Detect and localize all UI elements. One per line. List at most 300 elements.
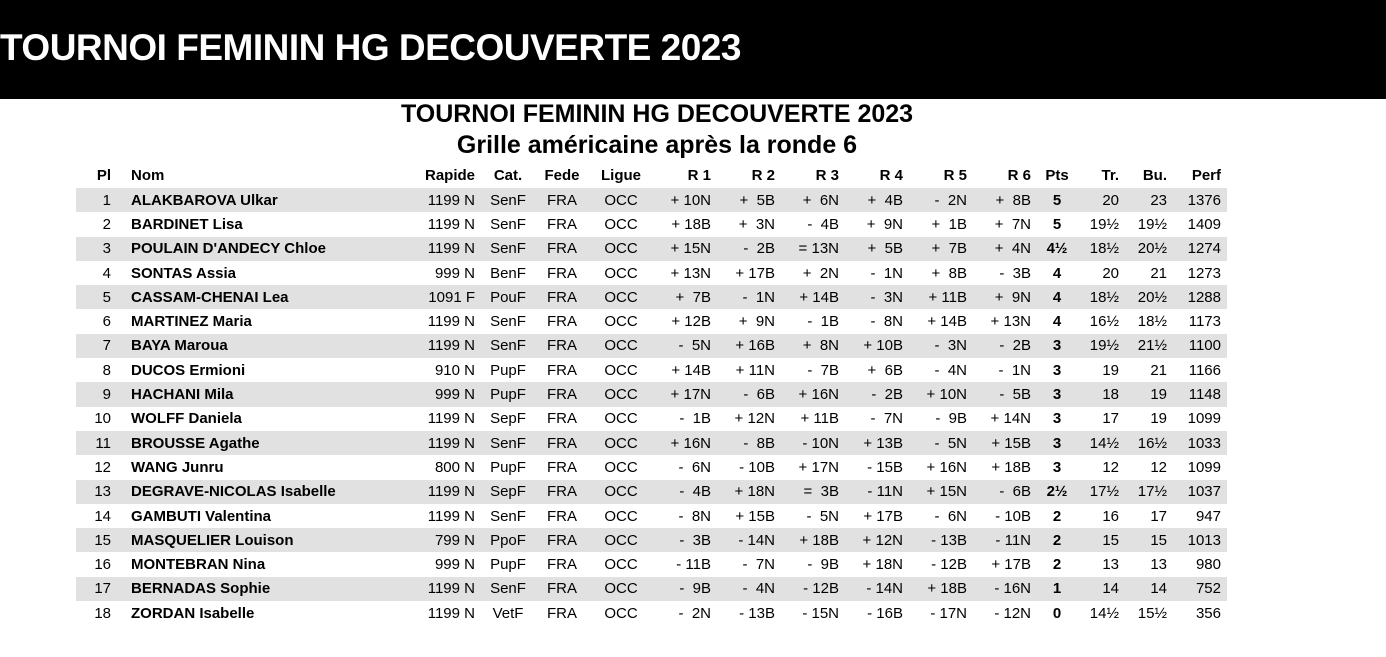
cell-cat: SenF [490, 507, 526, 525]
cell-r3: + 11B [800, 410, 839, 428]
cell-pl: 13 [76, 480, 117, 504]
cell-tr: 14 [1077, 577, 1125, 601]
cell-fede: FRA [547, 458, 577, 476]
cell-bu: 23 [1125, 188, 1173, 212]
cell-ligue: OCC [604, 361, 638, 379]
cell-nom: BAYA Maroua [117, 334, 403, 358]
cell-fede: FRA [535, 237, 589, 261]
cell-nom: POULAIN D'ANDECY Chloe [117, 237, 403, 261]
cell-pts: 4 [1052, 264, 1062, 282]
cell-r1: + 18B [671, 215, 711, 233]
cell-fede: FRA [535, 334, 589, 358]
cell-r6: + 4N [973, 237, 1037, 261]
cell-cat: PupF [481, 382, 535, 406]
cell-fede: FRA [535, 285, 589, 309]
cell-nom: SONTAS Assia [131, 264, 237, 282]
cell-r1: - 1B [679, 410, 711, 428]
col-header-r2: R 2 [751, 166, 775, 184]
cell-bu: 21 [1150, 264, 1167, 282]
cell-pl: 14 [94, 507, 111, 525]
cell-tr: 18 [1077, 382, 1125, 406]
cell-ligue: OCC [604, 264, 638, 282]
col-header-r1: R 1 [687, 166, 711, 184]
cell-r1: + 16N [653, 431, 717, 455]
table-row [76, 455, 1227, 479]
cell-pts: 2½ [1037, 480, 1077, 504]
cell-fede: FRA [547, 604, 577, 622]
standings-table [76, 162, 1227, 625]
table-row [76, 358, 1227, 382]
cell-r6: + 7N [994, 215, 1031, 233]
cell-fede: FRA [547, 361, 577, 379]
cell-pl: 7 [76, 334, 117, 358]
cell-tr: 12 [1102, 458, 1119, 476]
cell-r4: + 4B [845, 188, 909, 212]
cell-r1: + 7B [653, 285, 717, 309]
cell-perf: 1273 [1187, 264, 1221, 282]
cell-fede: FRA [547, 410, 577, 428]
col-header-tr: Tr. [1101, 166, 1119, 184]
cell-ligue: OCC [604, 556, 638, 574]
cell-r1: - 9B [653, 577, 717, 601]
cell-pts: 4 [1037, 285, 1077, 309]
cell-nom: DEGRAVE-NICOLAS Isabelle [117, 480, 403, 504]
cell-perf: 1173 [1188, 313, 1221, 331]
cell-perf: 1033 [1173, 431, 1227, 455]
cell-cat: BenF [490, 264, 526, 282]
cell-pl: 9 [76, 382, 117, 406]
cell-tr: 19½ [1089, 215, 1119, 233]
cell-r6: - 2B [973, 334, 1037, 358]
cell-r5: + 1B [931, 215, 967, 233]
cell-pts: 3 [1052, 458, 1062, 476]
cell-nom: HACHANI Mila [117, 382, 403, 406]
cell-cat: SenF [481, 577, 535, 601]
cell-rapide: 910 N [434, 361, 475, 379]
cell-r6: + 18B [991, 458, 1031, 476]
cell-r4: - 1N [870, 264, 903, 282]
cell-r3: + 14B [781, 285, 845, 309]
cell-pts: 3 [1052, 410, 1062, 428]
cell-r1: - 8N [678, 507, 711, 525]
cell-r1: + 13N [670, 264, 711, 282]
cell-perf: 1013 [1173, 528, 1227, 552]
col-header-r5: R 5 [943, 166, 967, 184]
cell-pts: 4½ [1037, 237, 1077, 261]
table-row [76, 407, 1227, 431]
cell-rapide: 999 N [434, 556, 475, 574]
cell-r2: - 4N [717, 577, 781, 601]
cell-r6: - 3B [999, 264, 1031, 282]
col-header-nom: Nom [131, 166, 165, 184]
cell-tr: 17 [1102, 410, 1119, 428]
col-header-rapide: Rapide [424, 166, 475, 184]
cell-pts: 4 [1052, 313, 1062, 331]
cell-r2: + 15B [735, 507, 775, 525]
cell-pl: 10 [94, 410, 111, 428]
cell-perf: 1148 [1173, 382, 1227, 406]
cell-perf: 980 [1195, 556, 1221, 574]
cell-r1: - 2N [678, 604, 711, 622]
table-row [76, 212, 1227, 236]
cell-cat: SenF [490, 313, 526, 331]
cell-pl: 2 [102, 215, 111, 233]
cell-pl: 6 [102, 313, 111, 331]
cell-pl: 15 [76, 528, 117, 552]
cell-fede: FRA [547, 215, 577, 233]
cell-ligue: OCC [589, 188, 653, 212]
cell-fede: FRA [535, 431, 589, 455]
cell-r5: + 8B [931, 264, 967, 282]
cell-perf: 1099 [1187, 458, 1221, 476]
cell-ligue: OCC [589, 237, 653, 261]
table-header-row [76, 162, 1227, 188]
cell-r2: - 10B [739, 458, 775, 476]
cell-rapide: 1199 N [427, 313, 475, 331]
cell-pts: 2 [1052, 507, 1062, 525]
cell-pts: 3 [1052, 361, 1062, 379]
cell-rapide: 999 N [403, 382, 481, 406]
cell-r3: - 7B [807, 361, 839, 379]
cell-r6: + 9N [973, 285, 1037, 309]
cell-r4: - 14N [845, 577, 909, 601]
col-header-r6: R 6 [1007, 166, 1031, 184]
cell-r3: - 5N [806, 507, 839, 525]
table-row [76, 334, 1227, 358]
cell-r6: - 12N [994, 604, 1031, 622]
cell-cat: PupF [490, 458, 526, 476]
cell-cat: SenF [481, 188, 535, 212]
cell-r6: - 6B [973, 480, 1037, 504]
cell-r5: - 6N [934, 507, 967, 525]
cell-r1: - 11B [676, 556, 711, 574]
cell-r1: + 17N [653, 382, 717, 406]
cell-perf: 752 [1173, 577, 1227, 601]
cell-r2: + 17B [735, 264, 775, 282]
cell-pl: 12 [94, 458, 111, 476]
table-row [76, 285, 1227, 309]
cell-rapide: 799 N [403, 528, 481, 552]
cell-r4: + 17B [863, 507, 903, 525]
table-row [76, 480, 1227, 504]
col-header-pts: Pts [1045, 166, 1069, 184]
cell-r5: + 10N [909, 382, 973, 406]
cell-ligue: OCC [604, 458, 638, 476]
table-row [76, 261, 1227, 285]
cell-r4: - 2B [845, 382, 909, 406]
cell-r5: - 12B [931, 556, 967, 574]
cell-r2: - 2B [717, 237, 781, 261]
cell-pts: 3 [1037, 334, 1077, 358]
cell-ligue: OCC [589, 285, 653, 309]
cell-r2: - 1N [717, 285, 781, 309]
cell-r3: + 18B [781, 528, 845, 552]
cell-r6: - 11N [973, 528, 1037, 552]
cell-r2: + 18N [717, 480, 781, 504]
cell-r5: - 3N [909, 334, 973, 358]
cell-r6: + 13N [990, 313, 1031, 331]
cell-fede: FRA [535, 577, 589, 601]
cell-cat: PupF [490, 361, 526, 379]
cell-tr: 20 [1077, 188, 1125, 212]
cell-r4: - 8N [870, 313, 903, 331]
cell-bu: 19 [1150, 410, 1167, 428]
cell-r3: - 12B [781, 577, 845, 601]
table-row [76, 601, 1227, 625]
cell-rapide: 1199 N [403, 237, 481, 261]
cell-bu: 19 [1125, 382, 1173, 406]
cell-r3: + 6N [781, 188, 845, 212]
cell-fede: FRA [535, 528, 589, 552]
table-row [76, 431, 1227, 455]
cell-perf: 1274 [1173, 237, 1227, 261]
cell-tr: 14½ [1089, 604, 1119, 622]
cell-ligue: OCC [604, 313, 638, 331]
cell-nom: MONTEBRAN Nina [131, 556, 266, 574]
cell-r1: - 4B [653, 480, 717, 504]
cell-ligue: OCC [604, 215, 638, 233]
cell-nom: CASSAM-CHENAI Lea [117, 285, 403, 309]
col-header-fede: Fede [544, 166, 580, 184]
cell-r6: - 10B [995, 507, 1031, 525]
cell-tr: 20 [1102, 264, 1119, 282]
table-row [76, 188, 1227, 212]
cell-r5: + 18B [909, 577, 973, 601]
cell-fede: FRA [547, 507, 577, 525]
cell-rapide: 1199 N [403, 188, 481, 212]
cell-ligue: OCC [589, 431, 653, 455]
cell-r2: + 9N [738, 313, 775, 331]
cell-r4: + 5B [845, 237, 909, 261]
cell-bu: 20½ [1125, 285, 1173, 309]
table-body [76, 188, 1227, 625]
cell-tr: 18½ [1077, 237, 1125, 261]
cell-ligue: OCC [604, 604, 638, 622]
cell-r3: - 9B [807, 556, 839, 574]
cell-pl: 5 [76, 285, 117, 309]
col-header-bu: Bu. [1142, 166, 1167, 184]
table-row [76, 382, 1227, 406]
banner-title: TOURNOI FEMININ HG DECOUVERTE 2023 [0, 27, 741, 68]
cell-r4: - 7N [870, 410, 903, 428]
table-row [76, 309, 1227, 333]
cell-pl: 4 [102, 264, 111, 282]
cell-bu: 16½ [1125, 431, 1173, 455]
cell-pts: 5 [1052, 215, 1062, 233]
cell-tr: 16 [1102, 507, 1119, 525]
cell-r4: + 18N [862, 556, 903, 574]
cell-bu: 17½ [1125, 480, 1173, 504]
cell-cat: SepF [490, 410, 526, 428]
cell-bu: 21½ [1125, 334, 1173, 358]
cell-ligue: OCC [604, 410, 638, 428]
cell-r2: - 13B [739, 604, 775, 622]
cell-r2: + 5B [717, 188, 781, 212]
cell-r3: - 15N [802, 604, 839, 622]
cell-perf: 1166 [1188, 361, 1221, 379]
cell-r1: + 10N [653, 188, 717, 212]
cell-r3: = 3B [781, 480, 845, 504]
cell-r4: + 12N [845, 528, 909, 552]
cell-r5: - 9B [935, 410, 967, 428]
cell-r3: + 2N [802, 264, 839, 282]
cell-pts: 3 [1037, 382, 1077, 406]
cell-perf: 1100 [1173, 334, 1227, 358]
col-header-pl: Pl [96, 166, 111, 184]
table-row [76, 528, 1227, 552]
col-header-perf: Perf [1191, 166, 1221, 184]
col-header-ligue: Ligue [601, 166, 641, 184]
cell-rapide: 1199 N [427, 507, 475, 525]
cell-bu: 19½ [1137, 215, 1167, 233]
cell-r2: - 6B [717, 382, 781, 406]
cell-pl: 3 [76, 237, 117, 261]
cell-r4: + 9N [866, 215, 903, 233]
cell-pts: 0 [1052, 604, 1062, 622]
cell-pts: 1 [1037, 577, 1077, 601]
table-row [76, 577, 1227, 601]
cell-rapide: 800 N [434, 458, 475, 476]
cell-cat: VetF [492, 604, 524, 622]
cell-rapide: 999 N [434, 264, 475, 282]
cell-perf: 1099 [1187, 410, 1221, 428]
cell-tr: 18½ [1077, 285, 1125, 309]
cell-perf: 1288 [1173, 285, 1227, 309]
cell-rapide: 1199 N [427, 410, 475, 428]
cell-r5: - 4N [934, 361, 967, 379]
cell-ligue: OCC [589, 480, 653, 504]
cell-r2: + 12N [734, 410, 775, 428]
cell-r3: + 8N [781, 334, 845, 358]
cell-r5: - 17N [930, 604, 967, 622]
cell-perf: 356 [1195, 604, 1221, 622]
cell-r2: + 3N [738, 215, 775, 233]
cell-cat: SenF [481, 431, 535, 455]
cell-bu: 21 [1150, 361, 1167, 379]
cell-r3: + 16N [781, 382, 845, 406]
cell-r6: + 8B [973, 188, 1037, 212]
cell-fede: FRA [547, 556, 577, 574]
cell-cat: SepF [481, 480, 535, 504]
cell-r1: + 12B [671, 313, 711, 331]
cell-tr: 15 [1077, 528, 1125, 552]
cell-pl: 8 [102, 361, 111, 379]
page-heading [0, 99, 1314, 161]
cell-ligue: OCC [589, 334, 653, 358]
cell-bu: 14 [1125, 577, 1173, 601]
cell-r6: - 1N [998, 361, 1031, 379]
cell-r5: - 5N [909, 431, 973, 455]
cell-nom: ZORDAN Isabelle [131, 604, 255, 622]
cell-tr: 16½ [1089, 313, 1119, 331]
cell-rapide: 1199 N [403, 577, 481, 601]
cell-r6: + 17B [991, 556, 1031, 574]
cell-nom: MASQUELIER Louison [117, 528, 403, 552]
cell-bu: 20½ [1125, 237, 1173, 261]
cell-nom: WOLFF Daniela [131, 410, 242, 428]
cell-fede: FRA [535, 480, 589, 504]
cell-r5: + 16N [926, 458, 967, 476]
cell-r4: - 11N [845, 480, 909, 504]
cell-pts: 2 [1037, 528, 1077, 552]
cell-pl: 18 [94, 604, 111, 622]
cell-r1: - 6N [678, 458, 711, 476]
table-row [76, 237, 1227, 261]
cell-r1: - 3B [653, 528, 717, 552]
cell-r3: - 10N [781, 431, 845, 455]
cell-nom: BARDINET Lisa [131, 215, 243, 233]
cell-cat: PpoF [481, 528, 535, 552]
col-header-r3: R 3 [815, 166, 839, 184]
cell-pts: 3 [1037, 431, 1077, 455]
cell-r6: - 16N [973, 577, 1037, 601]
top-banner [0, 0, 1386, 99]
cell-nom: BROUSSE Agathe [117, 431, 403, 455]
cell-r3: - 4B [807, 215, 839, 233]
cell-perf: 1409 [1187, 215, 1221, 233]
cell-perf: 1376 [1173, 188, 1227, 212]
cell-tr: 19 [1102, 361, 1119, 379]
cell-pl: 17 [76, 577, 117, 601]
cell-bu: 15½ [1137, 604, 1167, 622]
cell-nom: MARTINEZ Maria [131, 313, 252, 331]
cell-r6: - 5B [973, 382, 1037, 406]
cell-perf: 947 [1195, 507, 1221, 525]
cell-bu: 18½ [1137, 313, 1167, 331]
cell-pts: 2 [1052, 556, 1062, 574]
cell-r5: - 13B [909, 528, 973, 552]
cell-tr: 14½ [1077, 431, 1125, 455]
cell-r5: + 11B [909, 285, 973, 309]
cell-nom: WANG Junru [131, 458, 224, 476]
cell-perf: 1037 [1173, 480, 1227, 504]
cell-r4: - 15B [867, 458, 903, 476]
cell-nom: GAMBUTI Valentina [131, 507, 272, 525]
table-row [76, 552, 1227, 576]
cell-pl: 11 [76, 431, 117, 455]
cell-cat: SenF [490, 215, 526, 233]
cell-rapide: 1199 N [403, 334, 481, 358]
cell-r3: = 13N [781, 237, 845, 261]
cell-r2: + 16B [717, 334, 781, 358]
cell-pl: 16 [94, 556, 111, 574]
cell-r5: + 15N [909, 480, 973, 504]
cell-bu: 13 [1150, 556, 1167, 574]
cell-r4: - 16B [867, 604, 903, 622]
cell-r5: - 2N [909, 188, 973, 212]
cell-ligue: OCC [604, 507, 638, 525]
cell-r4: - 3N [845, 285, 909, 309]
cell-cat: SenF [481, 334, 535, 358]
cell-tr: 13 [1102, 556, 1119, 574]
cell-r1: + 15N [653, 237, 717, 261]
cell-fede: FRA [547, 264, 577, 282]
cell-nom: ALAKBAROVA Ulkar [117, 188, 403, 212]
cell-r2: - 14N [717, 528, 781, 552]
cell-rapide: 1199 N [427, 215, 475, 233]
cell-fede: FRA [535, 382, 589, 406]
table-row [76, 504, 1227, 528]
cell-rapide: 1199 N [403, 431, 481, 455]
cell-fede: FRA [547, 313, 577, 331]
cell-fede: FRA [535, 188, 589, 212]
cell-r4: + 6B [867, 361, 903, 379]
cell-ligue: OCC [589, 528, 653, 552]
cell-rapide: 1091 F [403, 285, 481, 309]
cell-r2: - 7N [742, 556, 775, 574]
grid-subtitle: Grille américaine après la ronde 6 [456, 131, 858, 159]
col-header-cat: Cat. [493, 166, 523, 184]
